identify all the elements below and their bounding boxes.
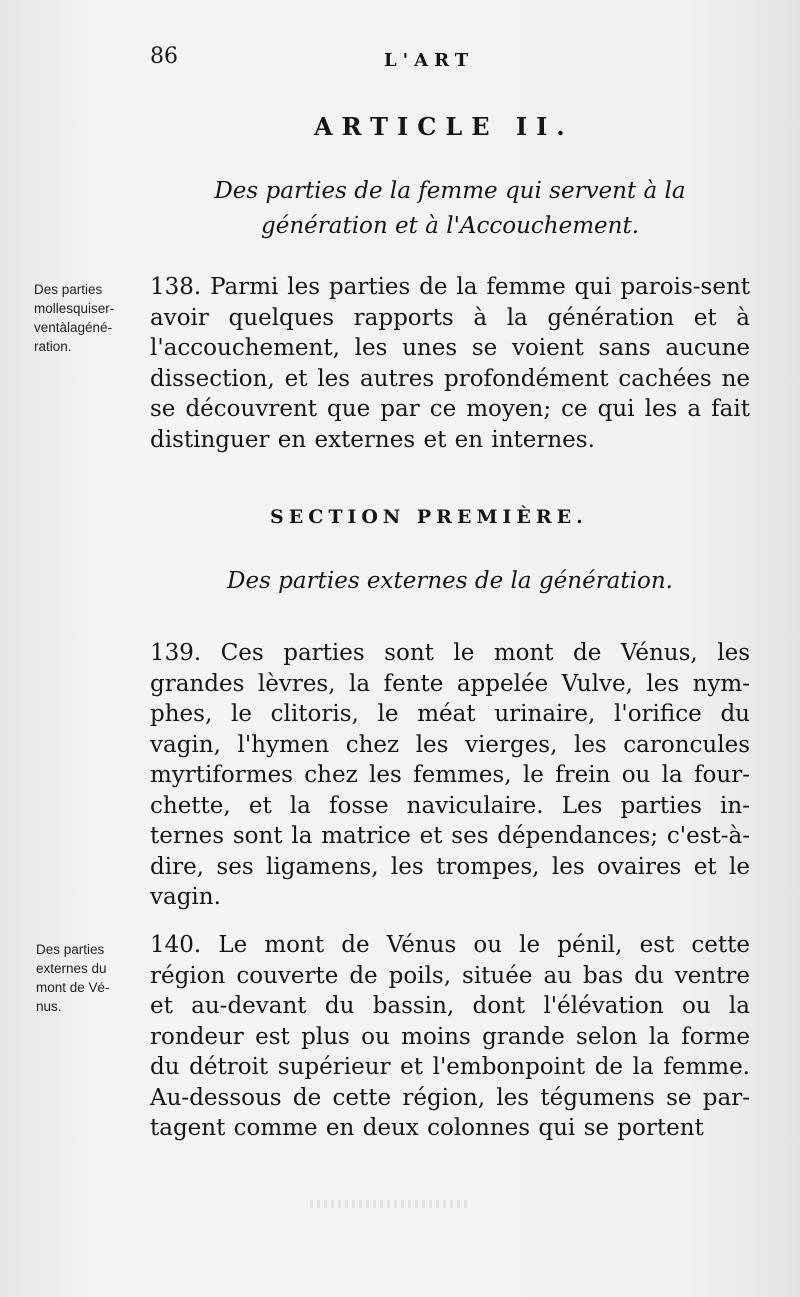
margin-note-line: mont de Vé- — [36, 980, 110, 995]
margin-note-line: mollesquiser- — [34, 301, 115, 316]
section-subtitle: Des parties externes de la génération. — [227, 568, 673, 594]
margin-note-line: Des parties — [34, 282, 103, 297]
paragraph-140: 140. Le mont de Vénus ou le pénil, est cette région couverte de poils, située au bas du ventre et au-devant du bassin, dont l'élévation ou la rondeur est plus ou moins grande selon la forme du détroit supérieur et l'embonpoint de la femme. Au-dessous de cette région, les tégumens se par-tagent comme en deux colonnes qui se portent — [150, 932, 750, 1141]
margin-note-line: ventàlagéné- — [34, 320, 113, 335]
section-title: SECTION PREMIÈRE. — [270, 506, 588, 528]
paragraph-139: 139. Ces parties sont le mont de Vénus, les grandes lèvres, la fente appelée Vulve, les nym-phes, le clitoris, le méat urinaire, l'orifice du vagin, l'hymen chez les vierges, les caroncules myrtiformes chez les femmes, le frein ou la four-chette, et la fosse naviculaire. Les parties in-ternes sont la matrice et ses dépendances; c'est-à-dire, ses ligamens, les trompes, les ovaires et le vagin. — [150, 640, 750, 910]
margin-note-mons-veneris — [36, 940, 110, 1016]
running-head: L'ART — [384, 50, 475, 71]
article-subtitle: Des parties de la femme qui servent à la génération et à l'Accouchement. — [214, 178, 686, 239]
margin-note-line: ration. — [34, 339, 72, 354]
margin-note-soft-parts — [34, 280, 114, 356]
margin-note-line: externes du — [36, 961, 107, 976]
article-title: ARTICLE II. — [314, 112, 574, 141]
paragraph-138: 138. Parmi les parties de la femme qui parois-sent avoir quelques rapports à la génération et à l'accouchement, les unes se voient sans aucune dissection, et les autres profondément cachées ne se découvrent que par ce moyen; ce qui les a fait distinguer en externes et en internes. — [150, 274, 750, 453]
page-number: 86 — [150, 44, 178, 69]
printers-mark — [310, 1200, 470, 1208]
margin-note-line: nus. — [36, 999, 62, 1014]
margin-note-line: Des parties — [36, 942, 105, 957]
